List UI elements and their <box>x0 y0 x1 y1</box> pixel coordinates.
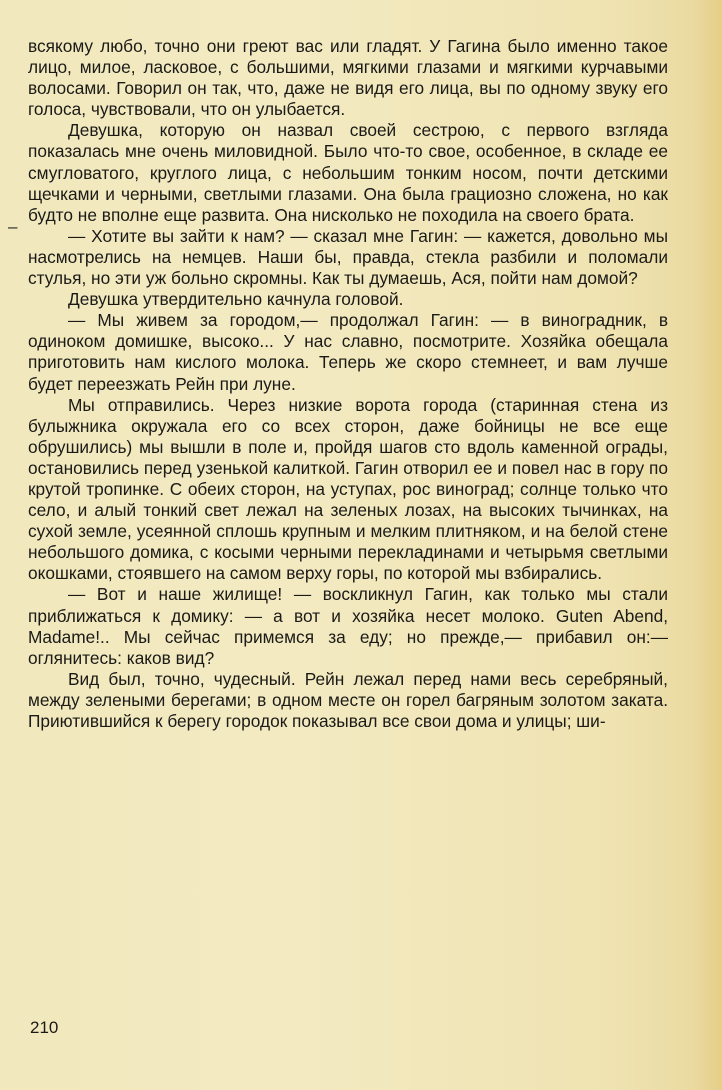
paragraph-1: всякому любо, точно они греют вас или гладят. У Гагина было именно такое лицо, милое, ласковое, с большими, мягкими глазами и мягкими курчавыми волосами. Говорил он так, что, даже не видя его лица, вы по одному звуку его голоса, чувствовали, что он улыбается. <box>28 36 668 120</box>
paragraph-7: — Вот и наше жилище! — воскликнул Гагин, как только мы стали приближаться к домику: — а вот и хозяйка несет молоко. Guten Abend, Madame!.. Мы сейчас примемся за еду; но прежде,— прибавил он:— оглянитесь: каков вид? <box>28 584 668 668</box>
page-edge-shadow <box>692 0 722 1090</box>
paragraph-6: Мы отправились. Через низкие ворота города (старинная стена из булыжника окружала его со всех сторон, даже бойницы не все еще обрушились) мы вышли в поле и, пройдя шагов сто вдоль каменной ограды, остановились перед узенькой калиткой. Гагин отворил ее и повел нас в гору по крутой тропинке. С обеих сторон, на уступах, рос виноград; солнце только что село, и алый тонкий свет лежал на зеленых лозах, на высоких тычинках, на сухой земле, усеянной сплошь крупным и мелким плитняком, и на белой стене небольшого домика, с косыми черными перекладинами и четырьмя светлыми окошками, стоявшего на самом верху горы, по которой мы взбирались. <box>28 394 668 584</box>
paragraph-4: Девушка утвердительно качнула головой. <box>68 289 404 310</box>
paragraph-2: Девушка, которую он назвал своей сестрою, с первого взгляда показалась мне очень миловидной. Было что-то свое, особенное, в складе ее смугловатого, круглого лица, с небольшим тонким носом, почти детскими щечками и черными, светлыми глазами. Она была грациозно сложена, но как будто не вполне еще развита. Она нисколько не походила на своего брата. <box>28 120 668 225</box>
page-number: 210 <box>30 1018 59 1037</box>
paragraph-5: — Мы живем за городом,— продолжал Гагин: — в виноградник, в одиноком домишке, высоко... У нас славно, посмотрите. Хозяйка обещала приготовить нам кислого молока. Теперь же скоро стемнеет, и вам лучше будет переезжать Рейн при луне. <box>28 310 668 394</box>
margin-mark: – <box>8 217 18 236</box>
paragraph-8: Вид был, точно, чудесный. Рейн лежал перед нами весь серебряный, между зелеными берегами; в одном месте он горел багряным золотом заката. Приютившийся к берегу городок показывал все свои дома и улицы; ши- <box>28 668 668 731</box>
body-text <box>28 36 668 732</box>
paragraph-3: — Хотите вы зайти к нам? — сказал мне Гагин: — кажется, довольно мы насмотрелись на немцев. Наши бы, правда, стекла разбили и поломали стулья, но эти уж больно скромны. Как ты думаешь, Ася, пойти нам домой? <box>28 225 668 289</box>
